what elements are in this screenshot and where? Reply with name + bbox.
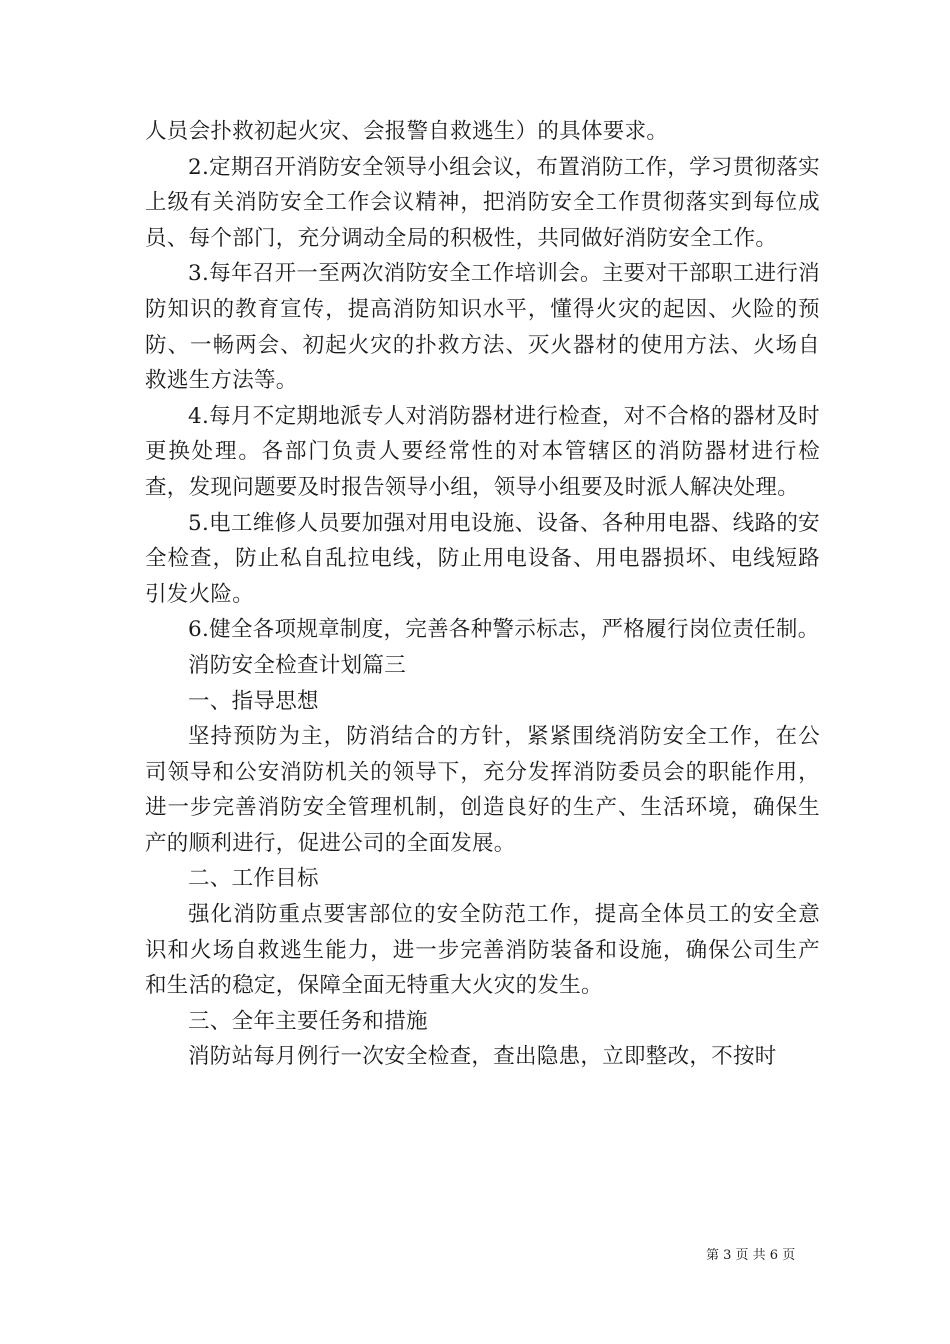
paragraph-item-4: 4.每月不定期地派专人对消防器材进行检查，对不合格的器材及时更换处理。各部门负责人要经常性的对本管辖区的消防器材进行检查，发现问题要及时报告领导小组，领导小组要及时派人解决处理。: [145, 403, 820, 500]
heading-guiding-ideology: 一、指导思想: [188, 688, 319, 714]
heading-tasks-measures: 三、全年主要任务和措施: [188, 1008, 428, 1034]
paragraph-item-6: 6.健全各项规章制度，完善各种警示标志，严格履行岗位责任制。: [188, 617, 820, 643]
paragraph-guiding-ideology: 坚持预防为主，防消结合的方针，紧紧围绕消防安全工作，在公司领导和公安消防机关的领导下，充分发挥消防委员会的职能作用，进一步完善消防安全管理机制，创造良好的生产、生活环境，确保生产的顺利进行，促进公司的全面发展。: [145, 724, 820, 856]
document-body: [145, 114, 820, 1075]
paragraph-work-goals: 强化消防重点要害部位的安全防范工作，提高全体员工的安全意识和火场自救逃生能力，进一步完善消防装备和设施，确保公司生产和生活的稳定，保障全面无特重大火灾的发生。: [145, 902, 820, 999]
section-title: 消防安全检查计划篇三: [188, 652, 407, 678]
paragraph-item-5: 5.电工维修人员要加强对用电设施、设备、各种用电器、线路的安全检查，防止私自乱拉电线，防止用电设备、用电器损坏、电线短路引发火险。: [145, 510, 820, 607]
paragraph-item-2: 2.定期召开消防安全领导小组会议，布置消防工作，学习贯彻落实上级有关消防安全工作会议精神，把消防安全工作贯彻落实到每位成员、每个部门，充分调动全局的积极性，共同做好消防安全工作。: [145, 154, 820, 251]
paragraph-item-3: 3.每年召开一至两次消防安全工作培训会。主要对干部职工进行消防知识的教育宣传，提高消防知识水平，懂得火灾的起因、火险的预防、一畅两会、初起火灾的扑救方法、灭火器材的使用方法、火场自救逃生方法等。: [145, 261, 820, 394]
paragraph-continuation: 人员会扑救初起火灾、会报警自救逃生）的具体要求。: [145, 119, 669, 144]
heading-work-goals: 二、工作目标: [188, 866, 319, 892]
paragraph-tasks-measures: 消防站每月例行一次安全检查，查出隐患，立即整改，不按时: [188, 1044, 777, 1070]
page-number: 第 3 页 共 6 页: [706, 1248, 796, 1263]
